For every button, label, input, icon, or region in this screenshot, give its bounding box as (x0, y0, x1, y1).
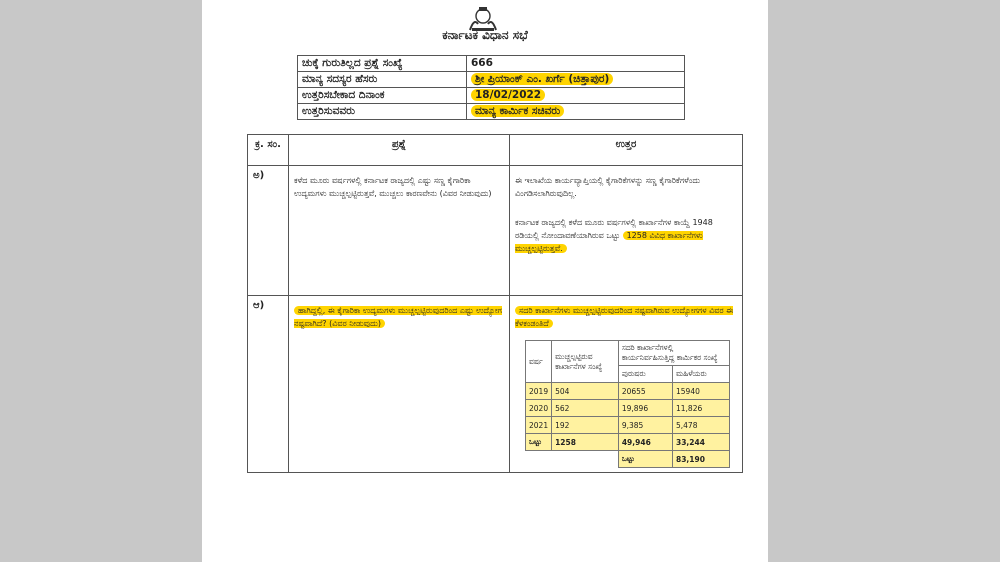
meta-row (298, 88, 685, 104)
grand-total-value: 83,190 (673, 451, 730, 468)
col-men: ಪುರುಷರು (618, 366, 672, 383)
cell-year: 2020 (526, 400, 552, 417)
row-sn: ಆ) (248, 296, 289, 473)
cell-year: 2021 (526, 417, 552, 434)
cell-closed: 192 (552, 417, 619, 434)
meta-value: ಶ್ರೀ ಪ್ರಿಯಾಂಕ್ ಎಂ. ಖರ್ಗೆ (ಚಿತ್ತಾಪುರ) (471, 73, 613, 85)
meta-value: 18/02/2022 (471, 89, 545, 101)
total-women: 33,244 (673, 434, 730, 451)
meta-row (298, 56, 685, 72)
meta-row (298, 72, 685, 88)
table-row (248, 296, 743, 473)
meta-value: ಮಾನ್ಯ ಕಾರ್ಮಿಕ ಸಚಿವರು (471, 105, 564, 117)
col-workers: ಸದರಿ ಕಾರ್ಖಾನೆಗಳಲ್ಲಿ ಕಾರ್ಯನಿರ್ವಹಿಸುತ್ತಿದ್ದ ಕಾರ್ಮಿಕರ ಸಂಖ್ಯೆ (618, 341, 729, 366)
meta-label: ಚುಕ್ಕೆ ಗುರುತಿಲ್ಲದ ಪ್ರಶ್ನೆ ಸಂಖ್ಯೆ (298, 56, 467, 72)
row-sn: ಅ) (248, 166, 289, 296)
table-row (526, 383, 730, 400)
table-row (526, 417, 730, 434)
total-men: 49,946 (618, 434, 672, 451)
cell-men: 20655 (618, 383, 672, 400)
meta-label: ಮಾನ್ಯ ಸದಸ್ಯರ ಹೆಸರು (298, 72, 467, 88)
qa-table (247, 134, 743, 473)
header-answer: ಉತ್ತರ (510, 135, 743, 166)
header-question: ಪ್ರಶ್ನೆ (289, 135, 510, 166)
answer-text: ಕರ್ನಾಟಕ ರಾಜ್ಯದಲ್ಲಿ ಕಳೆದ ಮೂರು ವರ್ಷಗಳಲ್ಲಿ ಕಾರ್ಖಾನೆಗಳ ಕಾಯ್ದೆ 1948 ರಡಿಯಲ್ಲಿ ನೋಂದಾವಣೆಯಾಗಿರುವ ಒಟ್ಟು (515, 218, 713, 240)
cell-women: 15940 (673, 383, 730, 400)
cell-year: 2019 (526, 383, 552, 400)
col-women: ಮಹಿಳೆಯರು (673, 366, 730, 383)
total-label: ಒಟ್ಟು (526, 434, 552, 451)
cell-closed: 562 (552, 400, 619, 417)
answer-text: ಸದರಿ ಕಾರ್ಖಾನೆಗಳು ಮುಚ್ಚಲ್ಪಟ್ಟಿರುವುದರಿಂದ ನಷ್ಟವಾಗಿರುವ ಉದ್ಯೋಗಗಳ ವಿವರ ಈ ಕೆಳಕಂಡಂತಿದೆ (515, 306, 734, 328)
col-closed: ಮುಚ್ಚಲ್ಪಟ್ಟಿರುವ ಕಾರ್ಖಾನೆಗಳ ಸಂಖ್ಯೆ (552, 341, 619, 383)
cell-men: 9,385 (618, 417, 672, 434)
question-text: ಕಳೆದ ಮೂರು ವರ್ಷಗಳಲ್ಲಿ ಕರ್ನಾಟಕ ರಾಜ್ಯದಲ್ಲಿ ಎಷ್ಟು ಸಣ್ಣ ಕೈಗಾರಿಕಾ ಉದ್ಯಮಗಳು ಮುಚ್ಚಲ್ಪಟ್ಟಿರುತ್ತವೆ, ಮುಚ್ಚಲು ಕಾರಣವೇನು (ವಿವರ ನೀಡುವುದು) (294, 176, 492, 198)
meta-label: ಉತ್ತರಿಸುವವರು (298, 104, 467, 120)
meta-row (298, 104, 685, 120)
cell-men: 19,896 (618, 400, 672, 417)
grand-total-label: ಒಟ್ಟು (618, 451, 672, 468)
meta-table (297, 55, 685, 120)
cell-women: 11,826 (673, 400, 730, 417)
cell-women: 5,478 (673, 417, 730, 434)
grand-total-row (526, 451, 730, 468)
meta-label: ಉತ್ತರಿಸಬೇಕಾದ ದಿನಾಂಕ (298, 88, 467, 104)
question-text: ಹಾಗಿದ್ದಲ್ಲಿ, ಈ ಕೈಗಾರಿಕಾ ಉದ್ಯಮಗಳು ಮುಚ್ಚಲ್ಪಟ್ಟಿರುವುದರಿಂದ ಎಷ್ಟು ಉದ್ಯೋಗ ನಷ್ಟವಾಗಿದೆ? (ವಿವರ ನೀಡುವುದು) (294, 306, 502, 328)
answer-highlight: 1258 ವಿವಿಧ ಕಾರ್ಖಾನೆಗಳು ಮುಚ್ಚಲ್ಪಟ್ಟಿರುತ್ತವೆ. (515, 231, 703, 253)
col-year: ವರ್ಷ (526, 341, 552, 383)
cell-closed: 504 (552, 383, 619, 400)
table-row (248, 166, 743, 296)
meta-value: 666 (467, 56, 685, 72)
answer-text: ಈ ಇಲಾಖೆಯ ಕಾರ್ಯವ್ಯಾಪ್ತಿಯಲ್ಲಿ ಕೈಗಾರಿಕೆಗಳನ್ನು ಸಣ್ಣ ಕೈಗಾರಿಕೆಗಳೆಂದು ವಿಂಗಡಿಸಲಾಗಿರುವುದಿಲ್ಲ. (515, 176, 701, 198)
header-sn: ಕ್ರ. ಸಂ. (248, 135, 289, 166)
table-row (526, 400, 730, 417)
closure-table (525, 340, 730, 468)
page-title: ಕರ್ನಾಟಕ ವಿಧಾನ ಸಭೆ (442, 28, 528, 42)
total-row (526, 434, 730, 451)
document-page (202, 0, 768, 562)
total-closed: 1258 (552, 434, 619, 451)
